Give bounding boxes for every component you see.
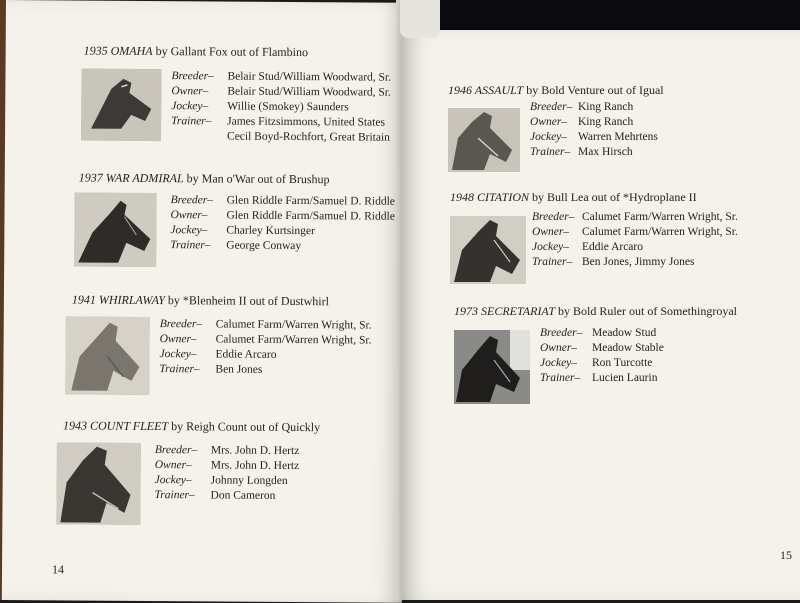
detail-row [171, 193, 395, 210]
entry-year-name: 1948 CITATION [450, 190, 530, 204]
entry-heading-citation [450, 190, 697, 205]
horse-photo-whirlaway [65, 316, 150, 395]
role-label: Breeder– [170, 194, 214, 207]
detail-row [540, 326, 664, 341]
role-value: Max Hirsch [578, 146, 633, 158]
detail-row [530, 145, 658, 160]
role-label: Trainer– [540, 372, 581, 384]
role-label: Jockey– [159, 348, 197, 361]
background-top [402, 0, 800, 30]
horse-head-icon [450, 216, 526, 284]
role-label: Breeder– [530, 101, 573, 113]
role-label: Breeder– [171, 70, 214, 83]
detail-row [532, 210, 738, 225]
role-label: Trainer– [170, 239, 211, 252]
entry-year-name: 1941 WHIRLAWAY [71, 292, 166, 308]
role-value: Belair Stud/William Woodward, Sr. [227, 85, 391, 99]
detail-row [170, 238, 394, 255]
role-value: Eddie Arcaro [582, 241, 643, 253]
entry-heading-war-admiral [79, 171, 330, 188]
entry-lineage: by Man o'War out of Brushup [183, 171, 330, 187]
role-value: Ben Jones [215, 363, 263, 376]
detail-row [530, 130, 658, 145]
role-label: Breeder– [154, 444, 198, 457]
role-label: Owner– [171, 85, 209, 98]
role-spacer [171, 129, 227, 144]
entry-lineage: by Gallant Fox out of Flambino [152, 44, 309, 60]
entry-heading-omaha [84, 44, 308, 61]
detail-row [530, 115, 658, 130]
detail-row [170, 223, 394, 240]
role-value: Glen Riddle Farm/Samuel D. Riddle [226, 209, 395, 223]
entry-details-war-admiral [170, 193, 395, 255]
detail-row [170, 208, 394, 225]
entry-year-name: 1973 SECRETARIAT [454, 304, 555, 318]
detail-row [155, 473, 300, 489]
horse-head-icon [56, 442, 141, 525]
role-value: Meadow Stable [592, 342, 664, 354]
horse-photo-citation [450, 216, 526, 284]
entry-heading-whirlaway [72, 292, 329, 309]
entry-details-whirlaway [159, 317, 371, 378]
role-value: King Ranch [578, 116, 634, 128]
horse-head-icon [74, 192, 157, 267]
role-value: Charley Kurtsinger [226, 224, 315, 238]
role-value: James Fitzsimmons, United States [227, 115, 386, 129]
role-value: Glen Riddle Farm/Samuel D. Riddle [226, 194, 395, 208]
horse-photo-war-admiral [74, 192, 157, 267]
detail-row [159, 347, 371, 363]
entry-heading-count-fleet [63, 418, 320, 435]
horse-head-icon [81, 69, 162, 142]
entry-details-omaha [171, 69, 391, 146]
right-page [402, 30, 800, 600]
role-label: Trainer– [154, 489, 195, 502]
role-label: Owner– [159, 333, 197, 346]
detail-row [171, 69, 391, 86]
entry-lineage: by Bull Lea out of *Hydroplane II [529, 190, 697, 204]
horse-photo-assault [448, 108, 520, 172]
role-label: Trainer– [171, 115, 212, 128]
role-label: Jockey– [532, 241, 570, 253]
role-value: Calumet Farm/Warren Wright, Sr. [582, 211, 738, 223]
role-value: Warren Mehrtens [578, 131, 658, 143]
entry-year-name: 1935 OMAHA [83, 43, 153, 59]
horse-photo-secretariat [454, 330, 530, 404]
page-number-left: 14 [51, 562, 65, 577]
entry-year-name: 1937 WAR ADMIRAL [78, 170, 184, 186]
role-label: Jockey– [171, 100, 209, 113]
role-label: Jockey– [540, 357, 578, 369]
detail-row [540, 371, 664, 386]
role-value: Calumet Farm/Warren Wright, Sr. [215, 318, 372, 332]
entry-details-count-fleet [154, 443, 299, 504]
role-value: Cecil Boyd-Rochfort, Great Britain [227, 130, 390, 144]
role-label: Owner– [530, 116, 568, 128]
role-label: Owner– [170, 209, 208, 222]
role-label: Owner– [154, 459, 192, 472]
detail-row [171, 114, 391, 131]
role-value: Belair Stud/William Woodward, Sr. [227, 70, 392, 84]
role-label: Trainer– [532, 256, 573, 268]
entry-lineage: by Bold Ruler out of Somethingroyal [555, 304, 737, 318]
cloth-corner [400, 0, 440, 38]
horse-head-icon [448, 108, 520, 172]
role-value: Johnny Longden [210, 474, 288, 487]
role-value: King Ranch [578, 101, 634, 113]
detail-row-extra [171, 129, 391, 146]
detail-row [532, 240, 738, 255]
detail-row [532, 225, 738, 240]
role-value: Eddie Arcaro [215, 348, 277, 361]
detail-row [154, 488, 299, 504]
detail-row [171, 84, 391, 101]
role-label: Jockey– [530, 131, 568, 143]
horse-photo-omaha [81, 69, 162, 142]
detail-row [160, 317, 372, 333]
role-value: Ben Jones, Jimmy Jones [582, 256, 695, 268]
page-number-right: 15 [780, 548, 792, 562]
role-value: George Conway [226, 239, 302, 253]
role-label: Owner– [532, 226, 570, 238]
detail-row [160, 332, 372, 348]
role-value: Mrs. John D. Hertz [210, 444, 300, 458]
role-label: Breeder– [159, 318, 203, 331]
horse-head-icon [454, 330, 530, 404]
left-page [2, 0, 406, 603]
role-value: Willie (Smokey) Saunders [227, 100, 349, 114]
role-value: Don Cameron [210, 489, 276, 502]
role-value: Calumet Farm/Warren Wright, Sr. [215, 333, 372, 347]
entry-details-citation [532, 210, 738, 270]
role-label: Breeder– [540, 327, 583, 339]
entry-lineage: by Bold Venture out of Igual [523, 83, 664, 97]
entry-year-name: 1943 COUNT FLEET [62, 418, 169, 434]
entry-lineage: by Reigh Count out of Quickly [168, 419, 321, 435]
role-value: Lucien Laurin [592, 372, 658, 384]
entry-heading-secretariat [454, 304, 737, 319]
role-value: Calumet Farm/Warren Wright, Sr. [582, 226, 738, 238]
role-label: Trainer– [530, 146, 571, 158]
detail-row [530, 100, 658, 115]
role-label: Jockey– [154, 474, 192, 487]
detail-row [171, 99, 391, 116]
role-value: Mrs. John D. Hertz [210, 459, 300, 473]
role-label: Jockey– [170, 224, 208, 237]
entry-heading-assault [448, 83, 664, 98]
detail-row [540, 341, 664, 356]
entry-lineage: by *Blenheim II out of Dustwhirl [164, 293, 329, 309]
role-label: Owner– [540, 342, 578, 354]
horse-photo-count-fleet [56, 442, 141, 525]
horse-head-icon [65, 316, 150, 395]
role-label: Breeder– [532, 211, 575, 223]
role-value: Ron Turcotte [592, 357, 653, 369]
entry-details-secretariat [540, 326, 664, 386]
detail-row [155, 443, 300, 459]
detail-row [540, 356, 664, 371]
detail-row [155, 458, 300, 474]
detail-row [159, 362, 371, 378]
role-value: Meadow Stud [592, 327, 657, 339]
role-label: Trainer– [159, 363, 200, 376]
detail-row [532, 255, 738, 270]
entry-details-assault [530, 100, 658, 160]
entry-year-name: 1946 ASSAULT [448, 83, 524, 97]
